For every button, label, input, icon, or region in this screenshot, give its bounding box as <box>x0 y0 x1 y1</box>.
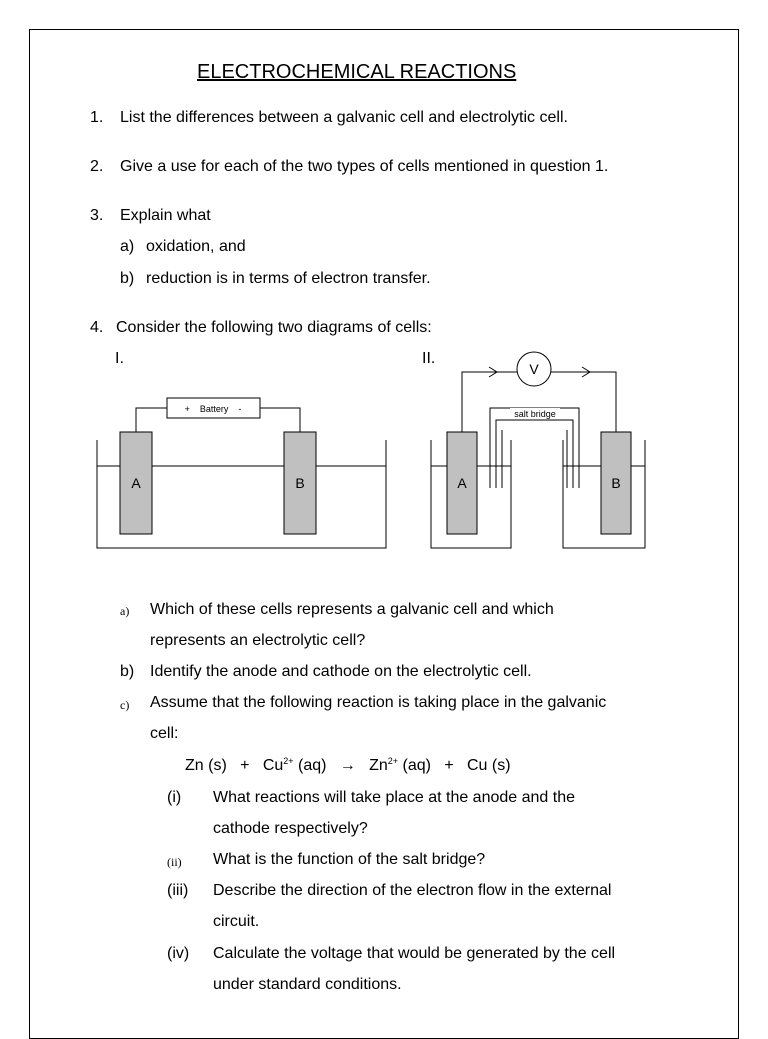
question-3b-text: reduction is in terms of electron transfer. <box>146 270 431 287</box>
page-title: ELECTROCHEMICAL REACTIONS <box>197 61 517 83</box>
wire-right-1 <box>260 408 300 432</box>
question-2-number: 2. <box>90 158 104 175</box>
part-c-iii-label: (iii) <box>167 882 189 899</box>
part-c-i-label: (i) <box>167 789 182 806</box>
question-4c-line-1: Assume that the following reaction is taking place in the galvanic <box>150 694 607 711</box>
equation-zn-state: (aq) <box>402 757 431 774</box>
question-4a-line-2: represents an electrolytic cell? <box>150 632 366 649</box>
question-4a-label: a) <box>120 604 130 618</box>
equation-plus-2: + <box>444 757 454 774</box>
electrode-a-2-label: A <box>457 475 467 491</box>
part-c-iv-label: (iv) <box>167 945 190 962</box>
equation-zn-ion: Zn <box>369 757 388 774</box>
wire-left-1 <box>136 408 167 432</box>
question-3a-text: oxidation, and <box>146 238 246 255</box>
question-4c-line-2: cell: <box>150 725 179 742</box>
salt-bridge-inner <box>496 420 573 488</box>
part-c-iv-line-1: Calculate the voltage that would be generated by the cell <box>213 945 616 962</box>
wire-right-2 <box>551 372 616 432</box>
question-3-text: Explain what <box>120 207 211 224</box>
equation-plus-1: + <box>240 757 250 774</box>
galvanic-cell-diagram <box>431 352 645 548</box>
salt-bridge-label: salt bridge <box>514 409 556 419</box>
diagram-1-label: I. <box>115 350 124 367</box>
reaction-equation <box>185 757 511 775</box>
question-4a-line-1: Which of these cells represents a galvanic cell and which <box>150 601 554 618</box>
equation-cu-charge: 2+ <box>283 756 294 766</box>
part-c-iv-line-2: under standard conditions. <box>213 976 402 993</box>
equation-zn: Zn (s) <box>185 757 227 774</box>
electrode-a-1-label: A <box>131 475 141 491</box>
question-3b-label: b) <box>120 270 135 287</box>
part-c-i-line-1: What reactions will take place at the anode and the <box>213 789 575 806</box>
question-4c-label: c) <box>120 698 130 712</box>
voltmeter-label: V <box>529 361 539 377</box>
electrode-b-2-label: B <box>611 475 621 491</box>
question-2-text: Give a use for each of the two types of cells mentioned in question 1. <box>120 158 609 175</box>
question-3-number: 3. <box>90 207 104 224</box>
part-c-ii-line-1: What is the function of the salt bridge? <box>213 851 486 868</box>
question-1-number: 1. <box>90 109 104 126</box>
question-1-text: List the differences between a galvanic cell and electrolytic cell. <box>120 109 568 126</box>
question-4-number: 4. <box>90 319 104 336</box>
electrode-b-1-label: B <box>295 475 305 491</box>
part-c-i-line-2: cathode respectively? <box>213 820 368 837</box>
part-c-iii-line-1: Describe the direction of the electron flow in the external <box>213 882 612 899</box>
equation-zn-charge: 2+ <box>387 756 399 766</box>
equation-cu-ion: Cu <box>262 757 284 774</box>
question-4b-label: b) <box>120 663 135 680</box>
equation-cu-state: (aq) <box>297 757 327 774</box>
equation-cu-solid: Cu (s) <box>467 757 511 774</box>
question-3a-label: a) <box>120 238 135 255</box>
electrolytic-cell-diagram <box>97 398 386 548</box>
equation-arrow: → <box>339 757 356 774</box>
part-c-iii-line-2: circuit. <box>213 913 260 930</box>
question-4b-text: Identify the anode and cathode on the electrolytic cell. <box>150 663 532 680</box>
diagram-2-label: II. <box>422 350 436 367</box>
question-4-text: Consider the following two diagrams of cells: <box>116 319 432 336</box>
part-c-ii-label: (ii) <box>167 855 182 869</box>
battery-label: + Battery - <box>184 404 242 414</box>
